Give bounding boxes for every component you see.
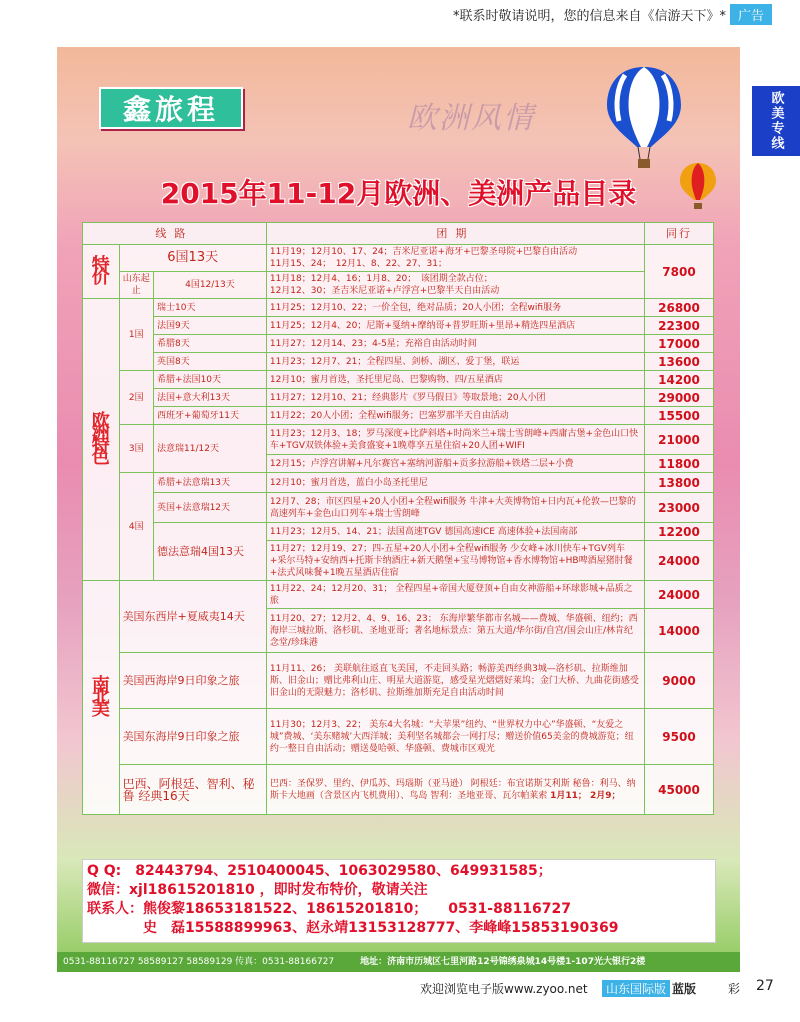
catalog-table <box>82 222 714 815</box>
table-row <box>83 389 714 407</box>
route-cell: 希腊8天 <box>154 335 267 353</box>
table-header-row <box>83 223 714 245</box>
price-cell: 26800 <box>645 299 714 317</box>
ad-frame <box>57 47 740 972</box>
section-special: 特价 <box>83 245 120 299</box>
price-cell: 14200 <box>645 371 714 389</box>
footer-label: 蓝版 <box>672 982 697 996</box>
dates-cell: 11月30；12月3、22； 美东4大名城：“大苹果”纽约、“世界权力中心”华盛顿、“友爱之城”费城、‘美东赌城’大西洋城；美利坚名城都会一网打尽；赠送价值65美金的费城游览；纽约一整日自由活动；赠送曼哈顿、华盛顿、费城市区观光 <box>266 709 644 765</box>
group-4: 4国 <box>119 473 153 581</box>
dates-cell: 11月25；12月4、20；尼斯+戛纳+摩纳哥+普罗旺斯+里昂+精选四星酒店 <box>266 317 644 335</box>
route-cell: 英国8天 <box>154 353 267 371</box>
special-dates-1 <box>266 245 644 272</box>
price-cell: 22300 <box>645 317 714 335</box>
dates-line: 11月19；12月10、17、24；吉米尼亚诺+海牙+巴黎圣母院+巴黎自由活动 <box>269 247 578 257</box>
header-price: 同行 <box>645 223 714 245</box>
special-price: 7800 <box>645 245 714 299</box>
address-text: 地址：济南市历城区七里河路12号锦绣泉城14号楼1-107光大银行2楼 <box>360 957 646 967</box>
table-row <box>83 653 714 709</box>
route-cell: 法国9天 <box>154 317 267 335</box>
table-row <box>83 335 714 353</box>
table-row <box>83 523 714 541</box>
route-cell: 英国+法意瑞12天 <box>154 493 267 523</box>
dates-line: 11月15、24； 12月1、8、22、27、31； <box>269 259 447 269</box>
table-row <box>83 317 714 335</box>
footer-edition: 山东国际版 <box>602 980 670 997</box>
dates-text: 巴西：圣保罗、里约、伊瓜苏、玛瑙斯（亚马逊） 阿根廷：布宜诺斯艾利斯 秘鲁：利马、纳斯卡大地画（含景区内飞机费用）、鸟岛 智利：圣地亚哥、瓦尔帕莱索 <box>269 778 636 801</box>
dates-cell: 11月20、27；12月2、4、9、16、23； 东海岸繁华都市名城——费城、华盛顿、纽约；西海岸三城拉斯、洛杉矶、圣地亚哥；著名地标景点：第五大道/华尔街/自宫/国会山庄/林肯纪念堂/珍珠港 <box>266 609 644 653</box>
price-cell: 14000 <box>645 609 714 653</box>
price-cell: 9500 <box>645 709 714 765</box>
special-sub2: 4国12/13天 <box>154 272 267 299</box>
footer-site[interactable]: 欢迎浏览电子版www.zyoo.net <box>420 982 588 996</box>
route-cell: 巴西、阿根廷、智利、秘鲁 经典16天 <box>119 765 266 815</box>
dates-cell: 12月10；蜜月首选，圣托里尼岛、巴黎购物、四/五星酒店 <box>266 371 644 389</box>
special-dates-2 <box>266 272 644 299</box>
group-2: 2国 <box>119 371 153 425</box>
route-cell: 希腊+法意瑞13天 <box>154 473 267 493</box>
dates-cell: 11月22；20人小团；全程wifi服务；巴塞罗那半天自由活动 <box>266 407 644 425</box>
page-footer <box>0 978 800 998</box>
dates-cell: 12月10；蜜月首选，蓝白小岛圣托里尼 <box>266 473 644 493</box>
top-note <box>453 4 772 25</box>
price-cell: 45000 <box>645 765 714 815</box>
contact-person-1[interactable]: 联系人：熊俊黎18653181522、18615201810； 0531-88116727 <box>87 901 572 917</box>
price-cell: 29000 <box>645 389 714 407</box>
table-row <box>83 407 714 425</box>
contact-wechat[interactable]: 微信：xjl18615201810 ，即时发布特价，敬请关注 <box>87 882 428 898</box>
table-row <box>83 272 714 299</box>
price-cell: 17000 <box>645 335 714 353</box>
price-cell: 11800 <box>645 455 714 473</box>
dates-cell: 12月15；卢浮宫讲解+凡尔赛宫+塞纳河游船+贡多拉游船+铁塔二层+小费 <box>266 455 644 473</box>
page-title: 2015年11-12月欧洲、美洲产品目录 <box>160 177 637 210</box>
section-america: 南北美 <box>83 581 120 815</box>
table-row <box>83 353 714 371</box>
table-row <box>83 425 714 455</box>
table-row <box>83 493 714 523</box>
price-cell: 24000 <box>645 581 714 609</box>
contact-box <box>82 859 716 943</box>
table-row <box>83 709 714 765</box>
route-cell: 美国东西岸+夏威夷14天 <box>119 581 266 653</box>
address-bar <box>57 952 740 972</box>
dates-cell: 11月11、26； 美联航往返直飞美国，不走回头路；畅游美西经典3城—洛杉矶、拉斯维加斯、旧金山；赠比弗利山庄、明星大道游览，感受星光熠熠好莱坞；金门大桥、九曲花街感受旧金山的无限魅力；洛杉矶、拉斯维加斯充足自由活动时间 <box>266 653 644 709</box>
price-cell: 15500 <box>645 407 714 425</box>
dates-line: 11月18；12月4、16；1月8、20； 该团期全款占位； <box>269 274 493 284</box>
brand-logo: 鑫旅程 <box>99 87 243 129</box>
footer-color: 彩 <box>728 982 741 996</box>
dates-cell: 11月22、24；12月20、31； 全程四星+帝国大厦登顶+自由女神游船+环球影城+品质之旅 <box>266 581 644 609</box>
dates-cell: 11月27；12月14、23；4-5星；充裕自由活动时间 <box>266 335 644 353</box>
route-cell: 瑞士10天 <box>154 299 267 317</box>
price-cell: 21000 <box>645 425 714 455</box>
dates-cell: 12月7、28；市区四星+20人小团+全程wifi服务 牛津+大英博物馆+日内瓦+伦敦—巴黎的高速列车+金色山口列车+瑞士雪朗峰 <box>266 493 644 523</box>
dates-extra: 1月11； 2月9； <box>550 790 621 801</box>
route-cell: 西班牙+葡萄牙11天 <box>154 407 267 425</box>
special-sub1: 山东起止 <box>119 272 153 299</box>
sidebar-tab[interactable]: 欧美专线 <box>752 86 800 156</box>
table-row <box>83 299 714 317</box>
special-route: 6国13天 <box>119 245 266 272</box>
dates-cell: 11月23；12月5、14、21；法国高速TGV 德国高速ICE 高速体验+法国南部 <box>266 523 644 541</box>
route-cell: 法意瑞11/12天 <box>154 425 267 473</box>
top-note-text: *联系时敬请说明，您的信息来自《信游天下》* <box>452 9 726 24</box>
price-cell: 13800 <box>645 473 714 493</box>
dates-cell: 11月23；12月3、18；罗马深度+比萨斜塔+时尚米兰+瑞士雪朗峰+西庸古堡+金色山口快车+TGV双铁体验+美食盛宴+1晚尊享五星住宿+20人团+WIFI <box>266 425 644 455</box>
route-cell: 美国东海岸9日印象之旅 <box>119 709 266 765</box>
table-row <box>83 473 714 493</box>
contact-qq[interactable]: Q Q: 82443794、2510400045、1063029580、649931585； <box>87 863 552 879</box>
price-cell: 23000 <box>645 493 714 523</box>
table-row <box>83 581 714 609</box>
price-cell: 9000 <box>645 653 714 709</box>
route-cell: 美国西海岸9日印象之旅 <box>119 653 266 709</box>
group-1: 1国 <box>119 299 153 371</box>
header-dates: 团期 <box>266 223 644 245</box>
dates-cell: 11月27；12月10、21；经典影片《罗马假日》等取景地；20人小团 <box>266 389 644 407</box>
dates-cell: 11月27；12月19、27；四-五星+20人小团+全程wifi服务 少女峰+冰川快车+TGV列车+采尔马特+安纳西+托斯卡纳酒庄+新天鹅堡+宝马博物馆+香水博物馆+HB啤酒屋猪肘餐+法式风味餐+1晚五星酒店住宿 <box>266 541 644 581</box>
table-row <box>83 245 714 272</box>
address-phones: 0531-88116727 58589127 58589129 传真：0531-88166727 <box>63 957 335 967</box>
page-number: 27 <box>756 978 774 994</box>
script-text: 欧洲风情 <box>407 101 535 136</box>
ad-label: 广告 <box>730 4 772 25</box>
price-cell: 13600 <box>645 353 714 371</box>
header-route: 线路 <box>83 223 267 245</box>
route-cell: 德法意瑞4国13天 <box>154 523 267 581</box>
dates-cell: 11月23；12月7、21；全程四星、剑桥、湖区、爱丁堡，联运 <box>266 353 644 371</box>
contact-person-2[interactable]: 史 磊15588899963、赵永靖13153128777、李峰峰15853190369 <box>87 920 619 936</box>
price-cell: 12200 <box>645 523 714 541</box>
price-cell: 24000 <box>645 541 714 581</box>
route-cell: 希腊+法国10天 <box>154 371 267 389</box>
dates-line: 12月12、30；圣吉米尼亚诺+卢浮宫+巴黎半天自由活动 <box>269 286 500 296</box>
group-3: 3国 <box>119 425 153 473</box>
table-row <box>83 371 714 389</box>
table-row <box>83 765 714 815</box>
section-europe: 欧洲特色 <box>83 299 120 581</box>
dates-cell <box>266 765 644 815</box>
hot-air-balloon-large-icon <box>605 65 683 170</box>
dates-cell: 11月25；12月10、22；一价全包，绝对品质；20人小团；全程wifi服务 <box>266 299 644 317</box>
route-cell: 法国+意大利13天 <box>154 389 267 407</box>
